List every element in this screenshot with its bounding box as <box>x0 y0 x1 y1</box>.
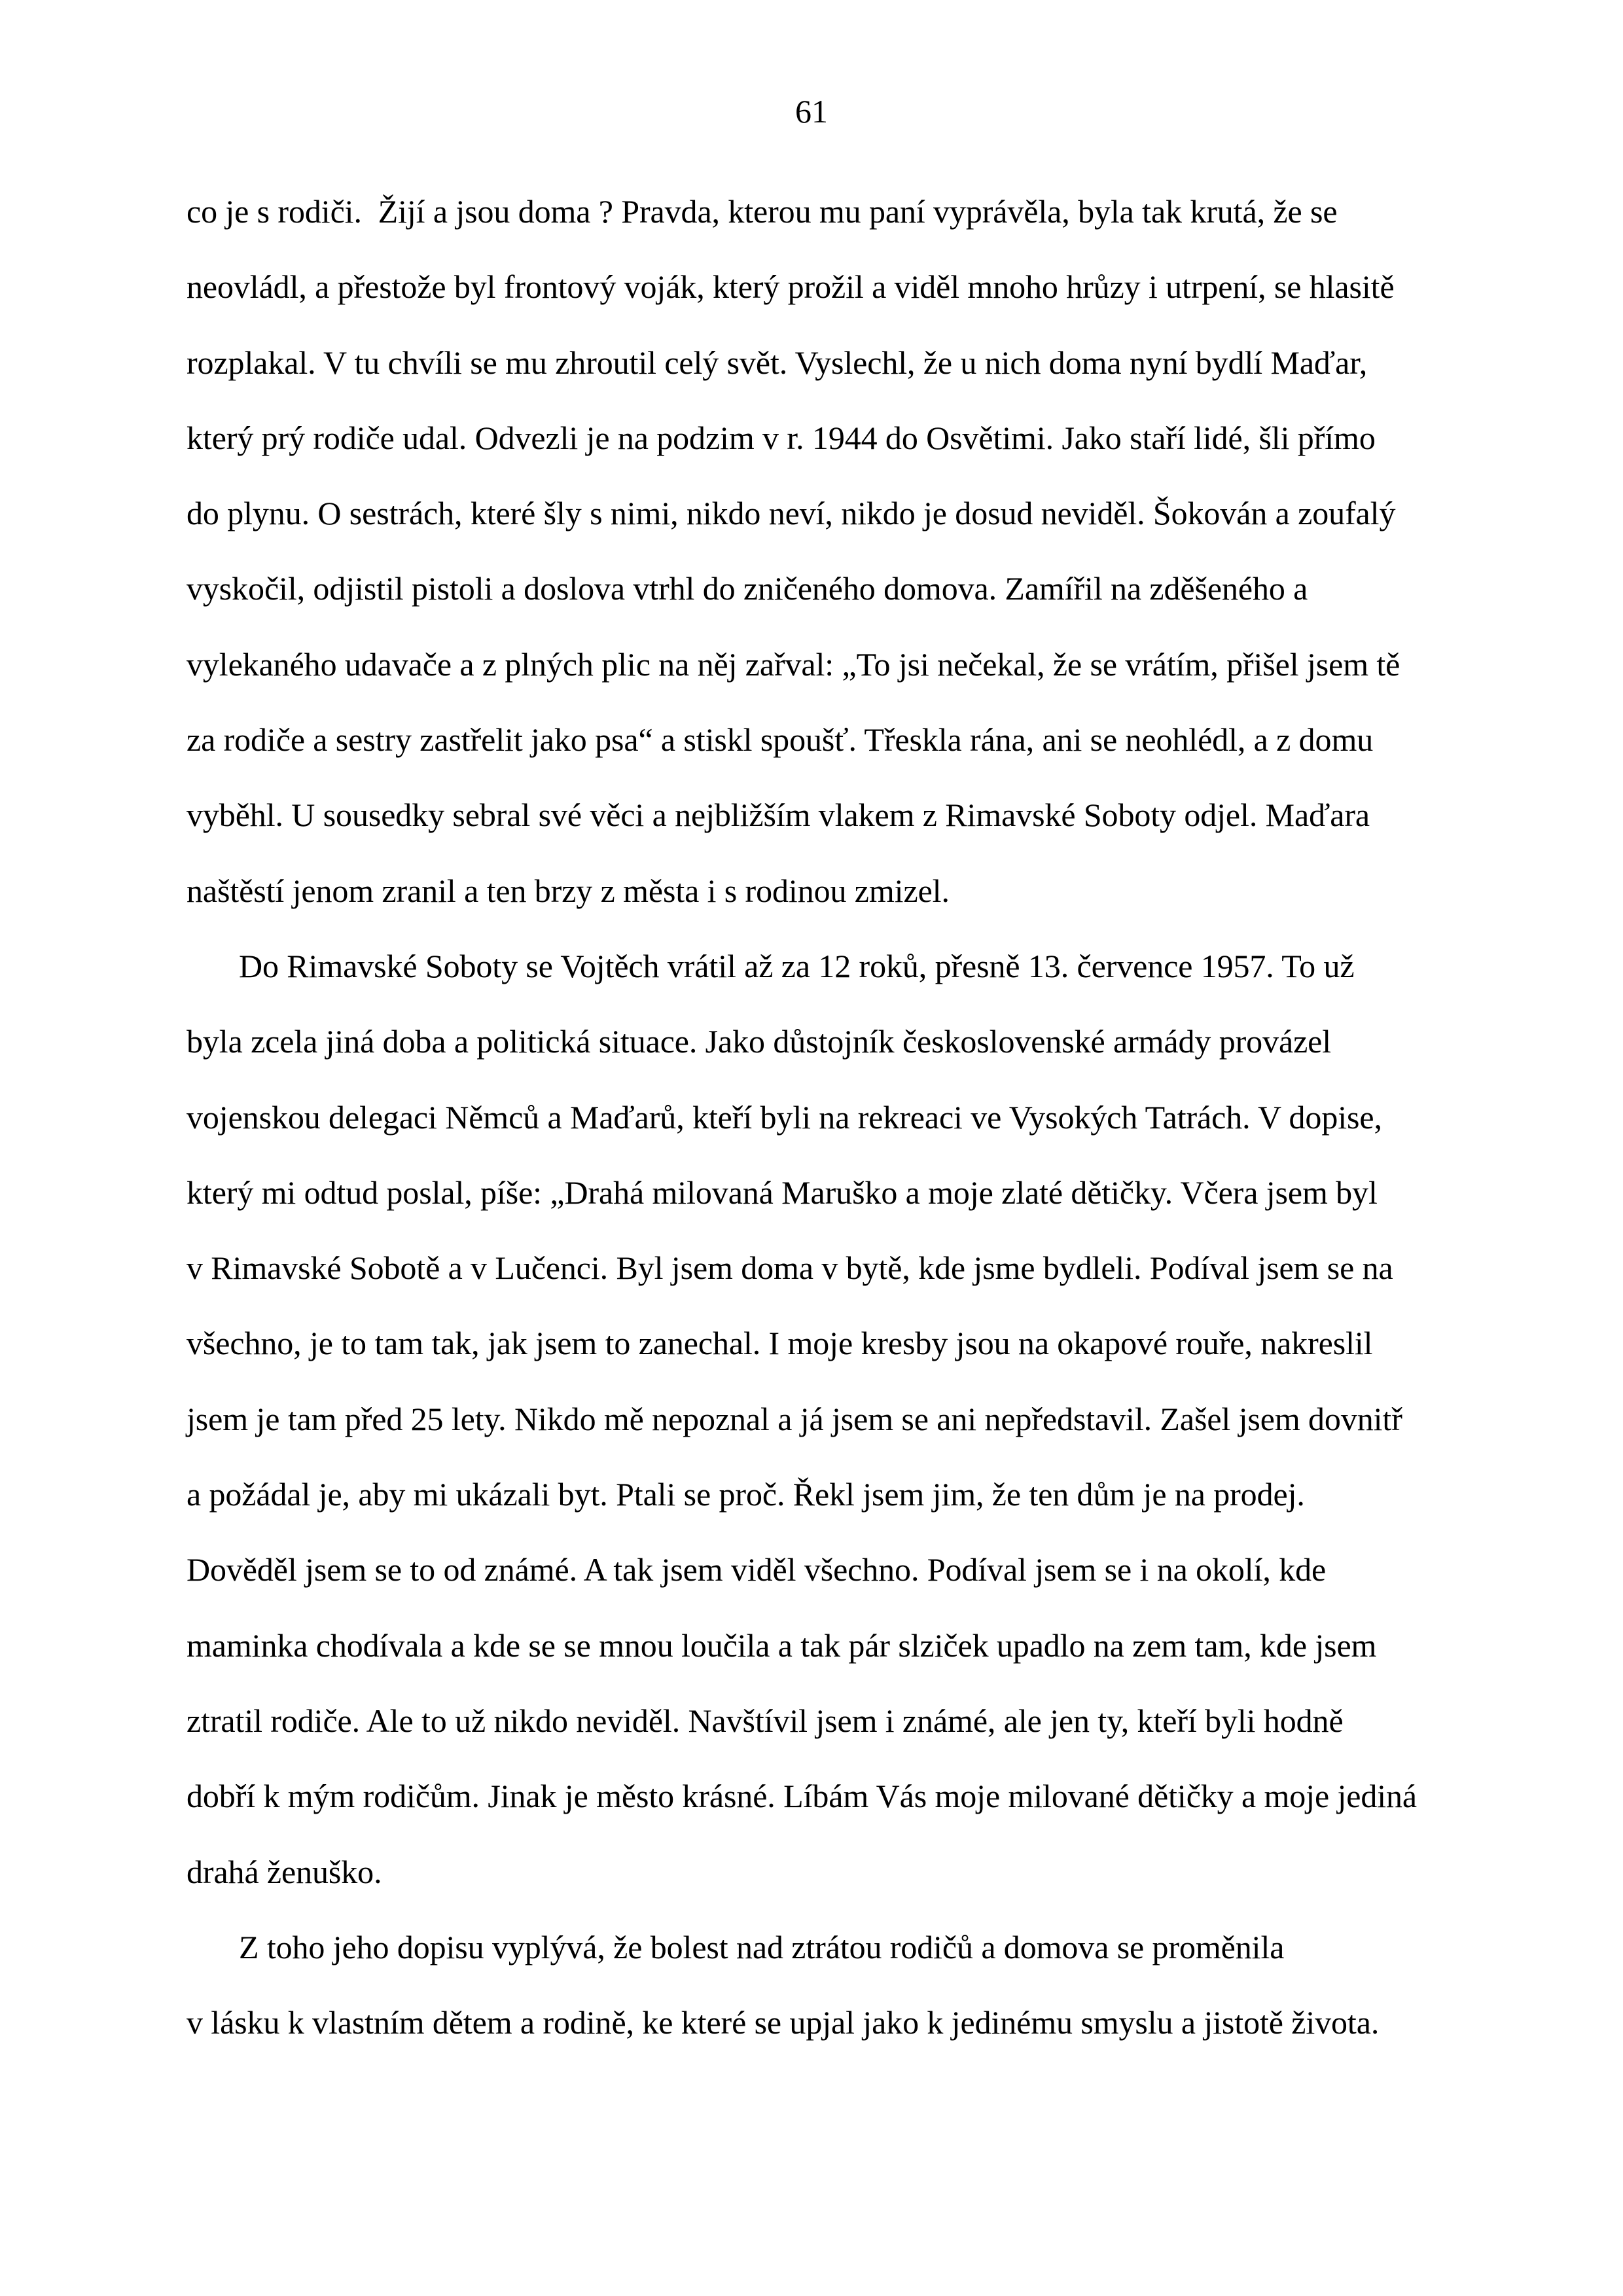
text-line: maminka chodívala a kde se se mnou loučila a tak pár slziček upadlo na zem tam, kde jsem <box>187 1626 1377 1664</box>
text-line: který mi odtud poslal, píše: „Drahá milovaná Maruško a moje zlaté dětičky. Včera jsem byl <box>187 1174 1378 1211</box>
text-line: neovládl, a přestože byl frontový voják, který prožil a viděl mnoho hrůzy i utrpení, se hlasitě <box>187 268 1395 306</box>
text-line: ztratil rodiče. Ale to už nikdo neviděl. Navštívil jsem i známé, ale jen ty, kteří byli hodně <box>187 1702 1344 1739</box>
body-text <box>187 174 1459 2060</box>
text-line: do plynu. O sestrách, které šly s nimi, nikdo neví, nikdo je dosud neviděl. Šokován a zoufalý <box>187 495 1396 532</box>
text-line: co je s rodiči. Žijí a jsou doma ? Pravda, kterou mu paní vyprávěla, byla tak krutá, že se <box>187 193 1338 230</box>
page-number: 61 <box>795 93 828 130</box>
text-line: vylekaného udavače a z plných plic na něj zařval: „To jsi nečekal, že se vrátím, přišel jsem tě <box>187 645 1400 683</box>
text-line: Z toho jeho dopisu vyplývá, že bolest nad ztrátou rodičů a domova se proměnila <box>239 1928 1285 1965</box>
text-line: drahá ženuško. <box>187 1853 382 1890</box>
text-line: všechno, je to tam tak, jak jsem to zanechal. I moje kresby jsou na okapové rouře, nakreslil <box>187 1325 1373 1362</box>
text-line: Dověděl jsem se to od známé. A tak jsem viděl všechno. Podíval jsem se i na okolí, kde <box>187 1551 1327 1588</box>
text-line: rozplakal. V tu chvíli se mu zhroutil celý svět. Vyslechl, že u nich doma nyní bydlí Maďar, <box>187 344 1368 381</box>
text-line: jsem je tam před 25 lety. Nikdo mě nepoznal a já jsem se ani nepředstavil. Zašel jsem dovnitř <box>187 1400 1402 1437</box>
text-line: vojenskou delegaci Němců a Maďarů, kteří byli na rekreaci ve Vysokých Tatrách. V dopise, <box>187 1098 1382 1136</box>
text-line: v Rimavské Sobotě a v Lučenci. Byl jsem doma v bytě, kde jsme bydleli. Podíval jsem se na <box>187 1249 1393 1287</box>
text-line: který prý rodiče udal. Odvezli je na podzim v r. 1944 do Osvětimi. Jako staří lidé, šli přímo <box>187 419 1376 456</box>
text-line: vyskočil, odjistil pistoli a doslova vtrhl do zničeného domova. Zamířil na zděšeného a <box>187 570 1308 607</box>
text-line: Do Rimavské Soboty se Vojtěch vrátil až za 12 roků, přesně 13. července 1957. To už <box>239 947 1355 984</box>
text-line: byla zcela jiná doba a politická situace. Jako důstojník československé armády provázel <box>187 1023 1332 1060</box>
text-line: za rodiče a sestry zastřelit jako psa“ a stiskl spoušť. Třeskla rána, ani se neohlédl, a z domu <box>187 721 1374 759</box>
text-line: naštěstí jenom zranil a ten brzy z města i s rodinou zmizel. <box>187 872 950 909</box>
text-line: a požádal je, aby mi ukázali byt. Ptali se proč. Řekl jsem jim, že ten dům je na prodej. <box>187 1476 1305 1513</box>
text-line: vyběhl. U sousedky sebral své věci a nejbližším vlakem z Rimavské Soboty odjel. Maďara <box>187 797 1370 834</box>
text-line: v lásku k vlastním dětem a rodině, ke které se upjal jako k jedinému smyslu a jistotě života. <box>187 2004 1380 2041</box>
text-line: dobří k mým rodičům. Jinak je město krásné. Líbám Vás moje milované dětičky a moje jediná <box>187 1778 1418 1815</box>
